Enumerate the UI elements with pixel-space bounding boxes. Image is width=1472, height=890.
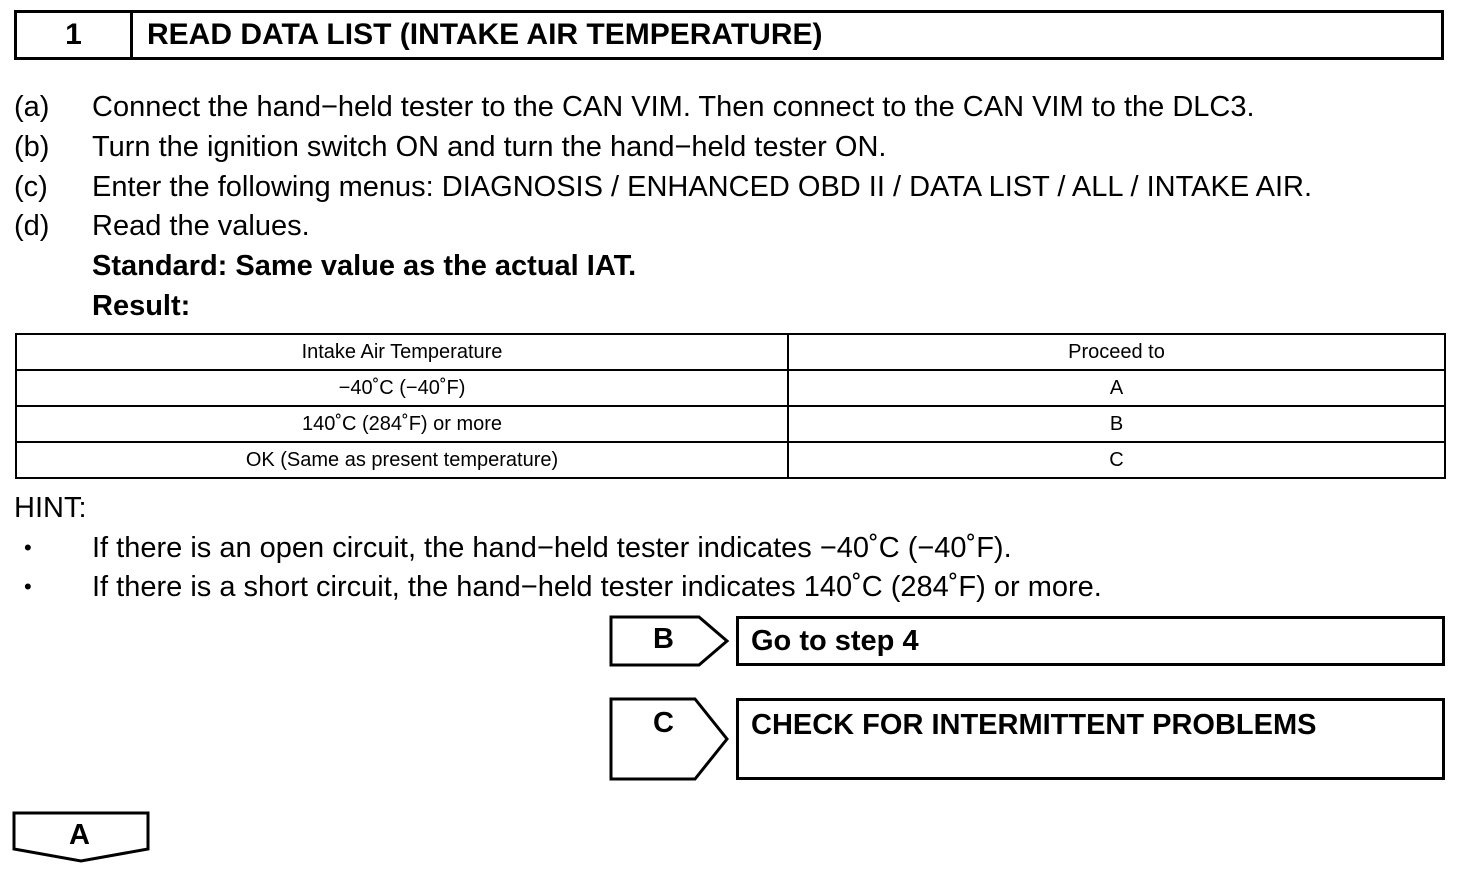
bullet-icon: • (24, 535, 32, 560)
step-label: (a) (14, 90, 50, 123)
column-header: Proceed to (788, 334, 1445, 370)
result-code-c (609, 697, 731, 781)
table-header-row (16, 334, 1445, 370)
procedure-step-a (14, 87, 1464, 127)
result-action-b: Go to step 4 (736, 616, 1445, 666)
step-header (14, 10, 1444, 60)
hint-label: HINT: (14, 491, 87, 524)
step-label: (d) (14, 209, 50, 242)
hint-item (24, 528, 1464, 568)
standard-value: Standard: Same value as the actual IAT. (92, 249, 637, 282)
table-cell: OK (Same as present temperature) (16, 442, 788, 478)
step-label: (b) (14, 130, 50, 163)
hint-text: If there is an open circuit, the hand−held tester indicates −40˚C (−40˚F). (92, 531, 1012, 564)
hint-text: If there is a short circuit, the hand−held tester indicates 140˚C (284˚F) or more. (92, 570, 1102, 603)
bullet-icon: • (24, 574, 32, 599)
column-header: Intake Air Temperature (16, 334, 788, 370)
result-code-letter: B (653, 623, 674, 655)
procedure-step-c (14, 167, 1464, 207)
step-label: (c) (14, 170, 48, 203)
result-action-c: CHECK FOR INTERMITTENT PROBLEMS (736, 698, 1445, 780)
step-text: Read the values. (92, 209, 310, 242)
table-cell: C (788, 442, 1445, 478)
continue-code-a (12, 811, 150, 863)
result-code-b (609, 615, 731, 667)
procedure-step-b (14, 127, 1464, 167)
step-text: Enter the following menus: DIAGNOSIS / ENHANCED OBD II / DATA LIST / ALL / INTAKE AIR. (92, 170, 1313, 203)
result-table (15, 333, 1446, 479)
step-number: 1 (17, 13, 133, 57)
step-text: Connect the hand−held tester to the CAN VIM. Then connect to the CAN VIM to the DLC3. (92, 90, 1255, 123)
result-label: Result: (92, 289, 191, 322)
table-cell: A (788, 370, 1445, 406)
table-cell: −40˚C (−40˚F) (16, 370, 788, 406)
step-text: Turn the ignition switch ON and turn the hand−held tester ON. (92, 130, 887, 163)
hint-item (24, 567, 1464, 607)
table-cell: B (788, 406, 1445, 442)
continue-code-letter: A (69, 819, 90, 851)
table-row (16, 370, 1445, 406)
procedure-step-d (14, 206, 1464, 246)
table-row (16, 406, 1445, 442)
step-title: READ DATA LIST (INTAKE AIR TEMPERATURE) (147, 18, 823, 51)
result-code-letter: C (653, 707, 674, 739)
table-cell: 140˚C (284˚F) or more (16, 406, 788, 442)
table-row (16, 442, 1445, 478)
